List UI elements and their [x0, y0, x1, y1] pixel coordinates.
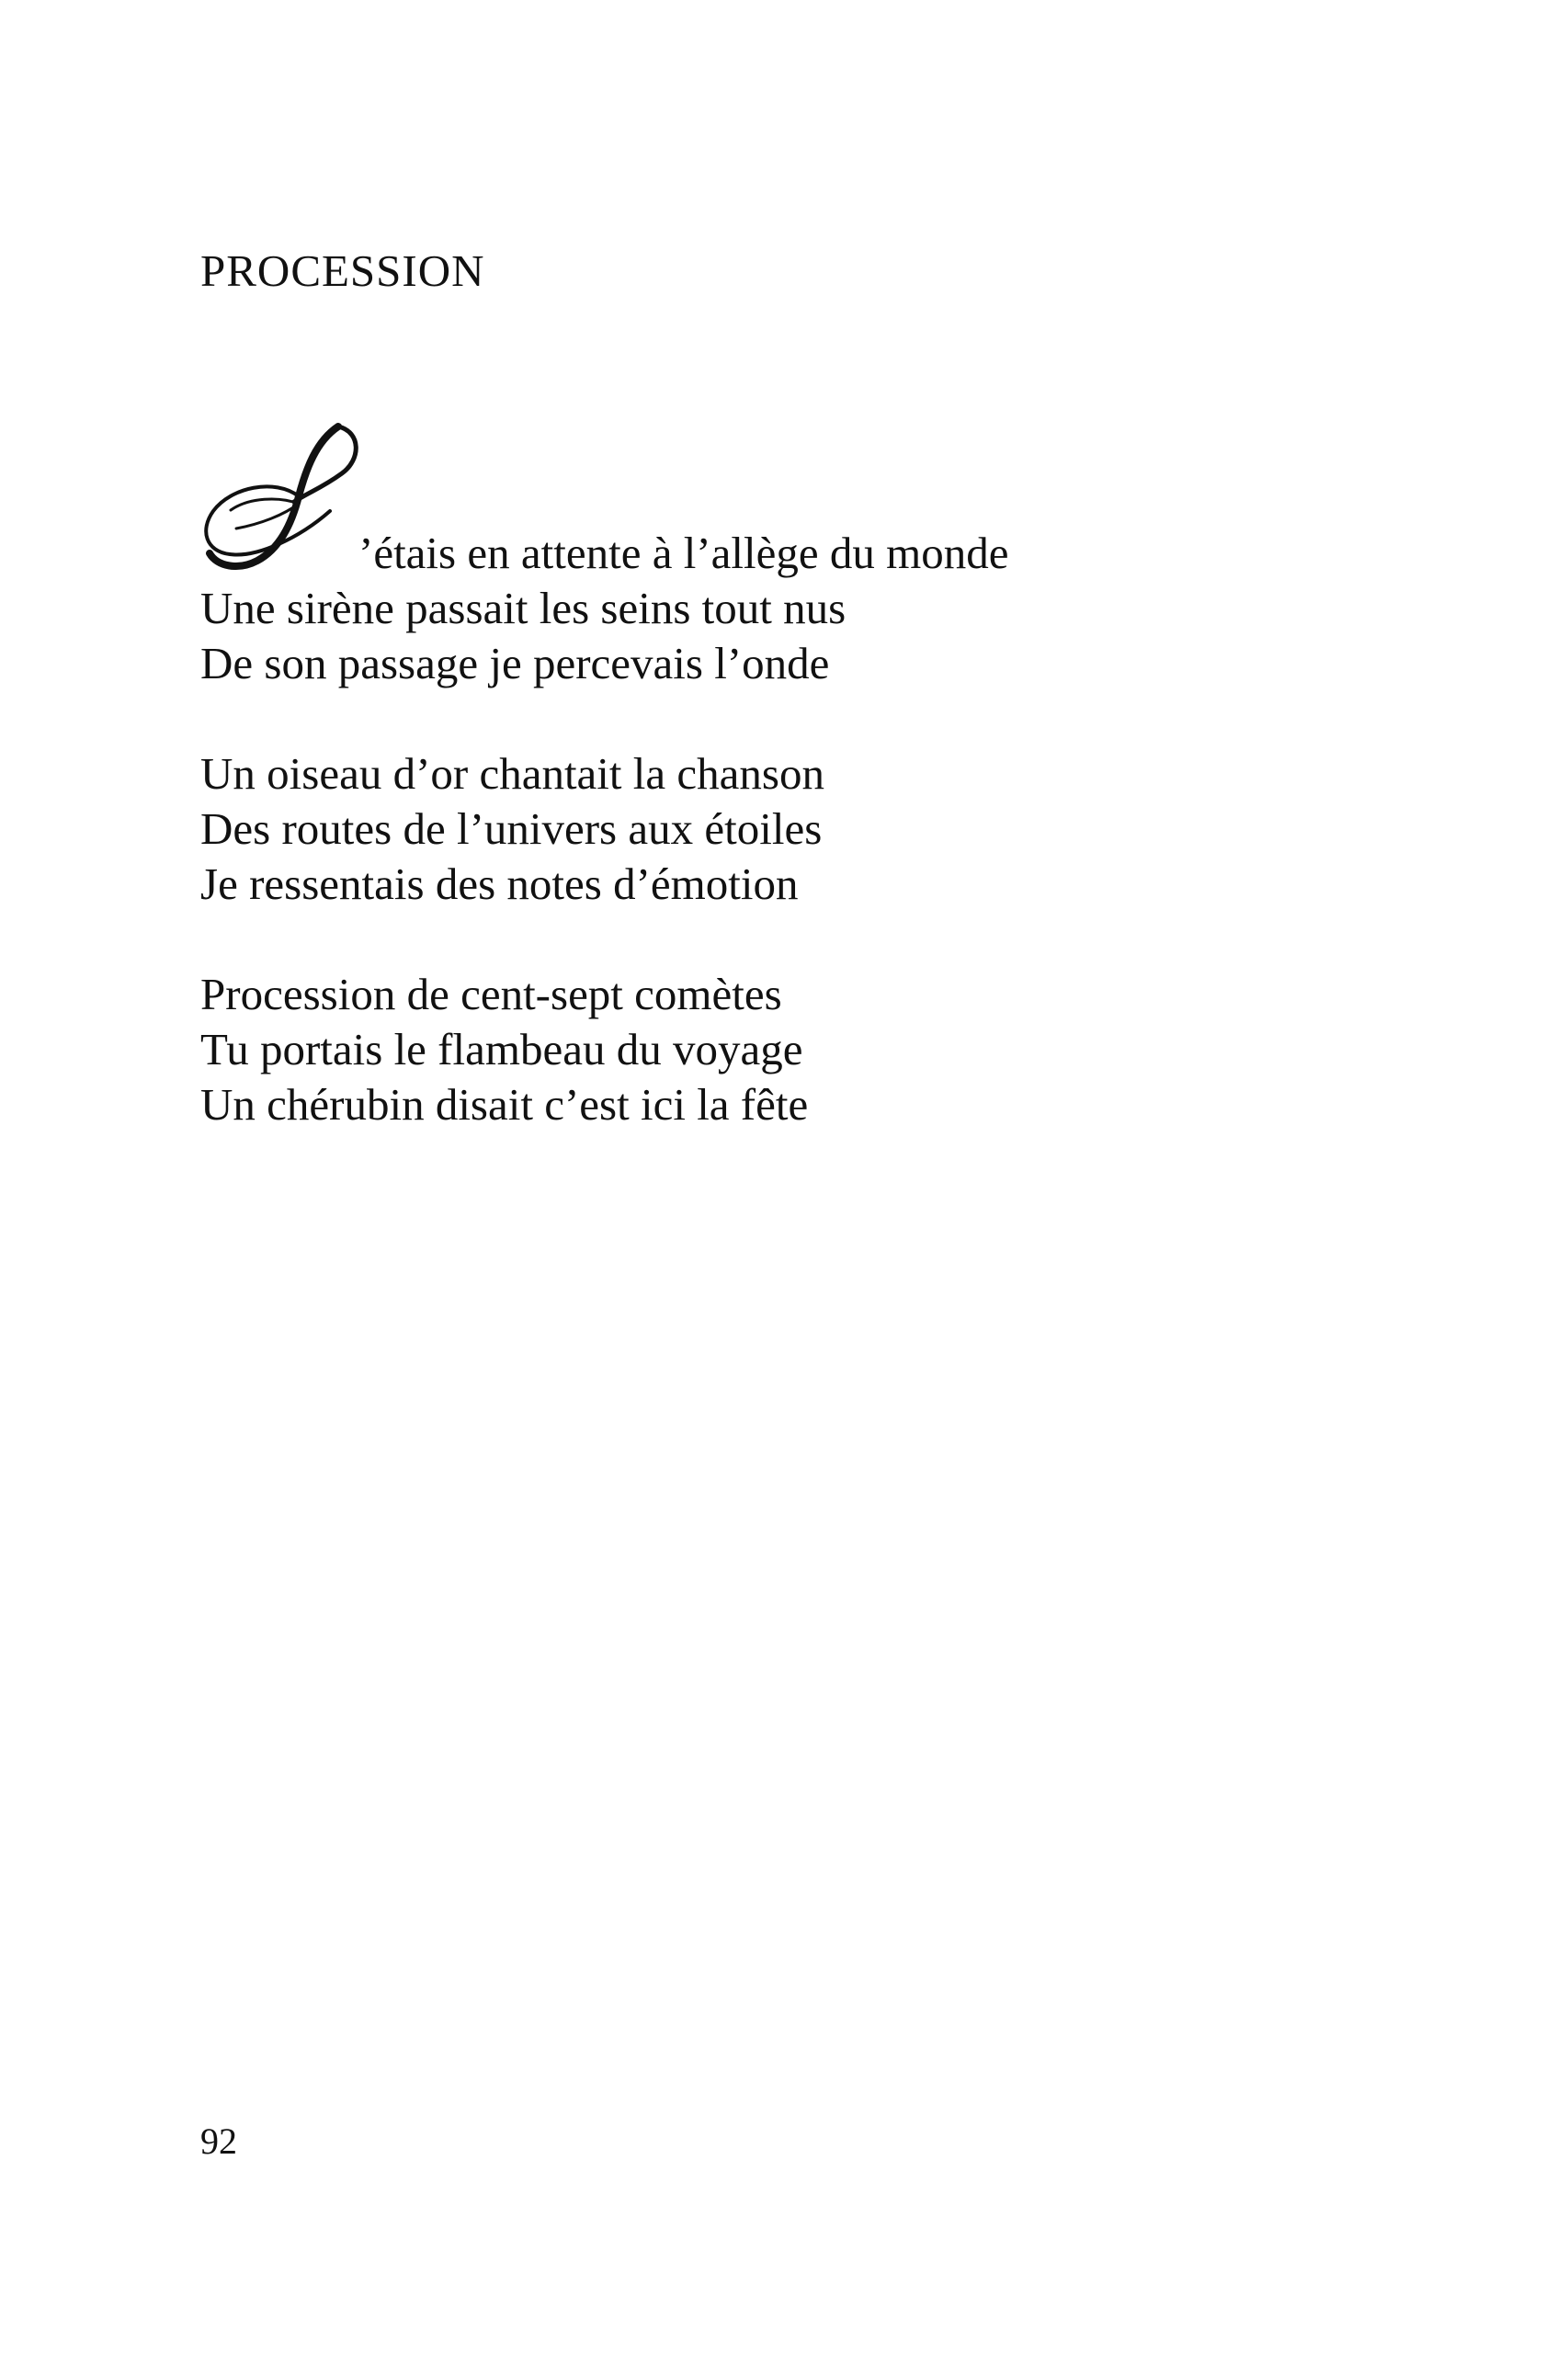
poem-title: PROCESSION	[200, 245, 485, 296]
poem-line-9: Un chérubin disait c’est ici la fête	[200, 1079, 809, 1130]
poem-line-2: Une sirène passait les seins tout nus	[200, 583, 846, 633]
poem-line-3: De son passage je percevais l’onde	[200, 638, 830, 688]
poem-line-7: Procession de cent-sept comètes	[200, 969, 782, 1019]
decorative-drop-cap-j	[191, 415, 384, 581]
poem-line-5: Des routes de l’univers aux étoiles	[200, 803, 823, 854]
poem-line-8: Tu portais le flambeau du voyage	[200, 1024, 803, 1074]
poem-line-1-text: ’étais en attente à l’allège du monde	[358, 528, 1009, 578]
stanza-1	[200, 526, 1008, 691]
stanza-2	[200, 746, 1008, 912]
poem-body	[200, 526, 1008, 1188]
page-number: 92	[200, 2120, 237, 2162]
poem-line-6: Je ressentais des notes d’émotion	[200, 858, 799, 909]
stanza-3	[200, 967, 1008, 1132]
poem-line-4: Un oiseau d’or chantait la chanson	[200, 748, 824, 799]
poem-line-1	[200, 526, 1008, 581]
